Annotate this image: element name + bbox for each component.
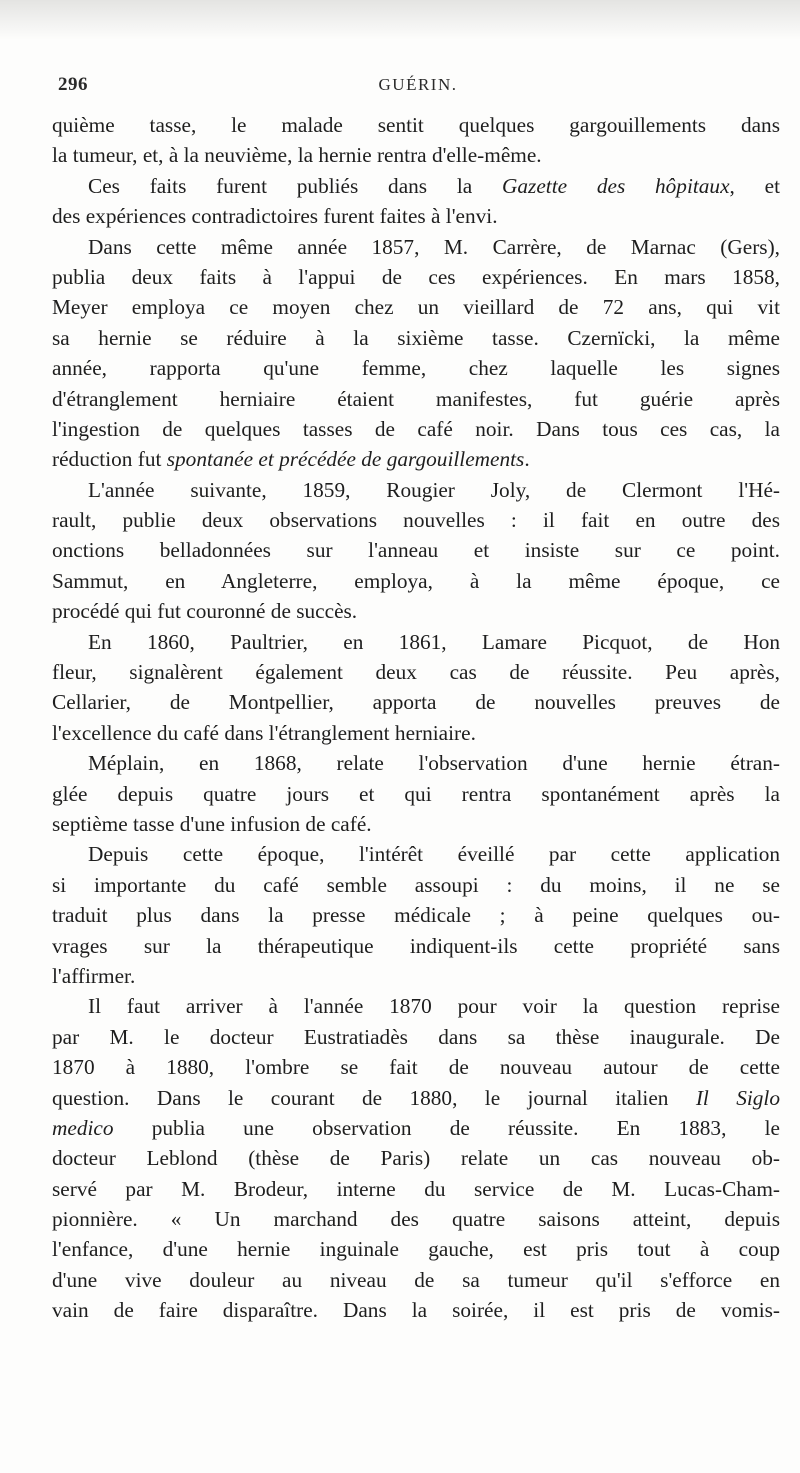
text-line: traduit plus dans la presse médicale ; à peine quelques ou- [52,903,780,928]
text-line: Sammut, en Angleterre, employa, à la même époque, ce [52,568,780,593]
text-line: par M. le docteur Eustratiadès dans sa thèse inaugurale. De [52,1024,780,1049]
text-line: Méplain, en 1868, relate l'observation d'une hernie étran- [88,751,780,776]
text-line: des expériences contradictoires furent faites à l'envi. [52,204,498,229]
text-line: procédé qui fut couronné de succès. [52,599,358,624]
page-header [58,74,778,100]
running-head: GUÉRIN. [378,75,458,94]
text-line: En 1860, Paultrier, en 1861, Lamare Picquot, de Hon [88,629,780,654]
text-line: l'ingestion de quelques tasses de café noir. Dans tous ces cas, la [52,416,780,441]
text-line: Ces faits furent publiés dans la Gazette des hôpitaux, et [88,173,780,198]
text-line: l'enfance, d'une hernie inguinale gauche, est pris tout à coup [52,1237,780,1262]
text-line: l'affirmer. [52,963,136,988]
text-line: docteur Leblond (thèse de Paris) relate un cas nouveau ob- [52,1146,780,1171]
text-line: d'une vive douleur au niveau de sa tumeur qu'il s'efforce en [52,1267,780,1292]
text-line: l'excellence du café dans l'étranglement herniaire. [52,720,476,745]
text-line: Cellarier, de Montpellier, apporta de nouvelles preuves de [52,690,780,715]
text-line: Il faut arriver à l'année 1870 pour voir la question reprise [88,994,780,1019]
text-line: année, rapporta qu'une femme, chez laquelle les signes [52,356,780,381]
text-line: glée depuis quatre jours et qui rentra spontanément après la [52,781,780,806]
text-line: rault, publie deux observations nouvelles : il fait en outre des [52,508,780,533]
text-line: septième tasse d'une infusion de café. [52,811,372,836]
text-line: d'étranglement herniaire étaient manifestes, fut guérie après [52,386,780,411]
text-line: Dans cette même année 1857, M. Carrère, de Marnac (Gers), [88,234,780,259]
text-line: quième tasse, le malade sentit quelques gargouillements dans [52,113,780,137]
text-line: Meyer employa ce moyen chez un vieillard de 72 ans, qui vit [52,295,780,320]
text-line: vrages sur la thérapeutique indiquent-ils cette propriété sans [52,933,780,958]
text-line: onctions belladonnées sur l'anneau et insiste sur ce point. [52,538,780,563]
text-line: vain de faire disparaître. Dans la soirée, il est pris de vomis- [52,1298,780,1323]
body-text [52,110,780,1326]
text-line: publia deux faits à l'appui de ces expériences. En mars 1858, [52,264,780,289]
text-line: medico publia une observation de réussite. En 1883, le [52,1115,780,1140]
text-line: L'année suivante, 1859, Rougier Joly, de Clermont l'Hé- [88,477,780,502]
text-line: 1870 à 1880, l'ombre se fait de nouveau autour de cette [52,1055,780,1080]
text-line: sa hernie se réduire à la sixième tasse. Czernïcki, la même [52,325,780,350]
text-line: servé par M. Brodeur, interne du service de M. Lucas-Cham- [52,1176,780,1201]
text-line: réduction fut spontanée et précédée de gargouillements. [52,447,530,472]
page-number: 296 [58,74,88,95]
text-line: si importante du café semble assoupi : du moins, il ne se [52,872,780,897]
text-line: question. Dans le courant de 1880, le journal italien Il Siglo [52,1085,780,1110]
text-line: pionnière. « Un marchand des quatre saisons atteint, depuis [52,1207,780,1232]
text-line: Depuis cette époque, l'intérêt éveillé par cette application [88,842,780,867]
text-line: fleur, signalèrent également deux cas de réussite. Peu après, [52,660,780,685]
text-line: la tumeur, et, à la neuvième, la hernie rentra d'elle-même. [52,143,542,168]
